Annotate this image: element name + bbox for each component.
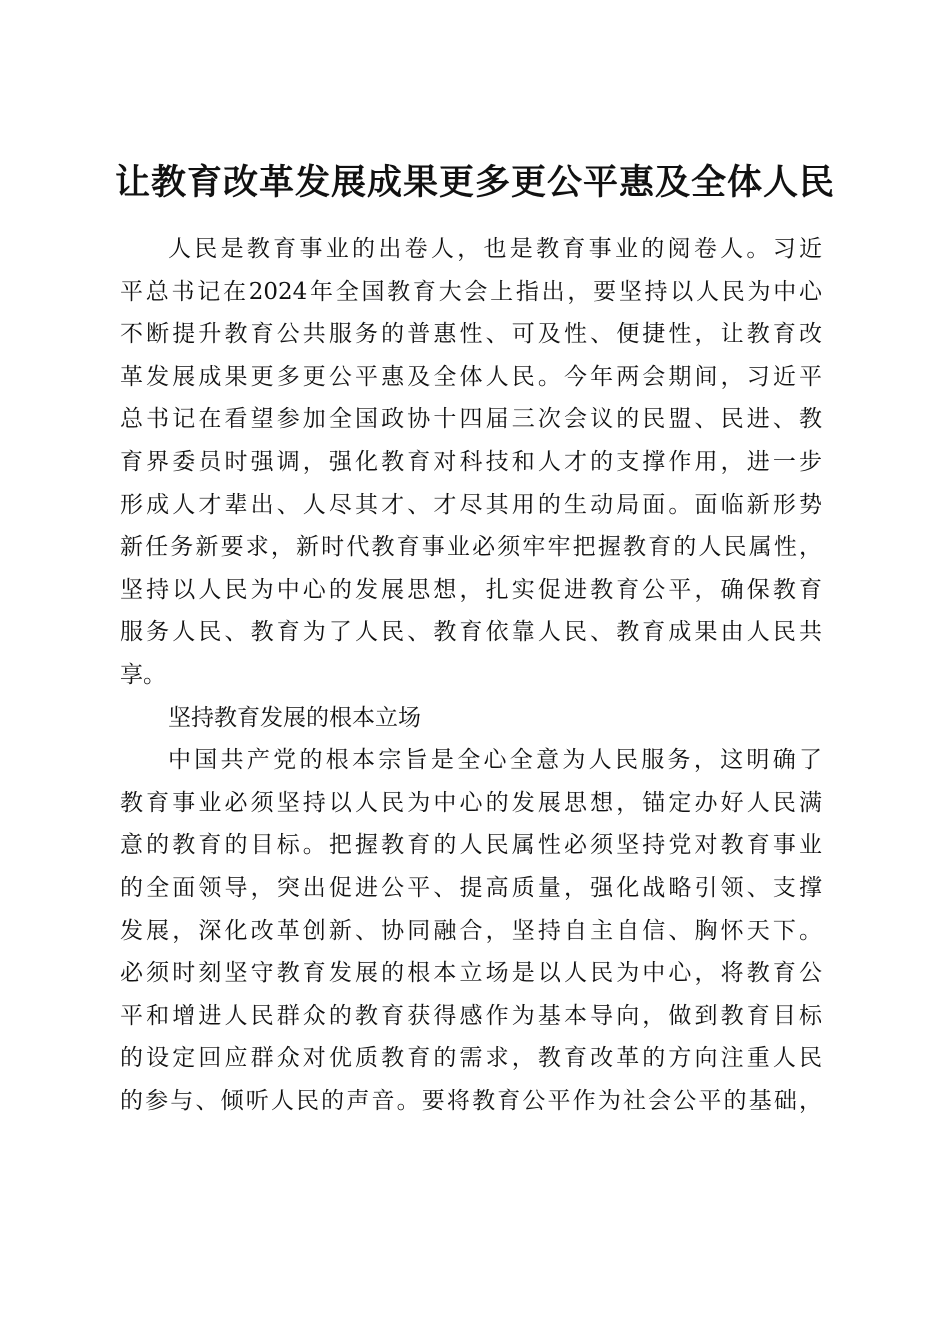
text-line: 享。 <box>120 661 166 688</box>
text-line: 坚持教育发展的根本立场 <box>168 704 421 731</box>
text-line: 形成人才辈出、人尽其才、才尽其用的生动局面。面临新形势 <box>120 491 822 518</box>
text-line: 的设定回应群众对优质教育的需求，教育改革的方向注重人民 <box>120 1045 822 1072</box>
text-line: 中国共产党的根本宗旨是全心全意为人民服务，这明确了 <box>168 747 822 774</box>
paragraph <box>120 739 822 1122</box>
text-line: 育界委员时强调，强化教育对科技和人才的支撑作用，进一步 <box>120 448 822 475</box>
text-line: 新任务新要求，新时代教育事业必须牢牢把握教育的人民属性， <box>120 534 822 561</box>
text-line: 不断提升教育公共服务的普惠性、可及性、便捷性，让教育改 <box>120 321 822 348</box>
document-title: 让教育改革发展成果更多更公平惠及全体人民 <box>114 162 835 204</box>
text-line: 总书记在看望参加全国政协十四届三次会议的民盟、民进、教 <box>120 406 822 433</box>
text-line: 意的教育的目标。把握教育的人民属性必须坚持党对教育事业 <box>120 832 822 859</box>
paragraph <box>120 228 822 697</box>
text-line: 的全面领导，突出促进公平、提高质量，强化战略引领、支撑 <box>120 874 822 901</box>
text-line: 的参与、倾听人民的声音。要将教育公平作为社会公平的基础， <box>120 1087 822 1114</box>
section-heading <box>120 697 822 740</box>
text-line: 发展，深化改革创新、协同融合，坚持自主自信、胸怀天下。 <box>120 917 822 944</box>
text-line: 服务人民、教育为了人民、教育依靠人民、教育成果由人民共 <box>120 619 822 646</box>
text-line: 教育事业必须坚持以人民为中心的发展思想，锚定办好人民满 <box>120 789 822 816</box>
text-line: 平和增进人民群众的教育获得感作为基本导向，做到教育目标 <box>120 1002 822 1029</box>
text-line: 平总书记在2024年全国教育大会上指出，要坚持以人民为中心 <box>120 278 822 305</box>
text-line: 革发展成果更多更公平惠及全体人民。今年两会期间，习近平 <box>120 363 822 390</box>
document-body <box>120 228 822 1122</box>
text-line: 必须时刻坚守教育发展的根本立场是以人民为中心，将教育公 <box>120 960 822 987</box>
text-line: 人民是教育事业的出卷人，也是教育事业的阅卷人。习近 <box>168 236 822 262</box>
text-line: 坚持以人民为中心的发展思想，扎实促进教育公平，确保教育 <box>120 576 822 603</box>
